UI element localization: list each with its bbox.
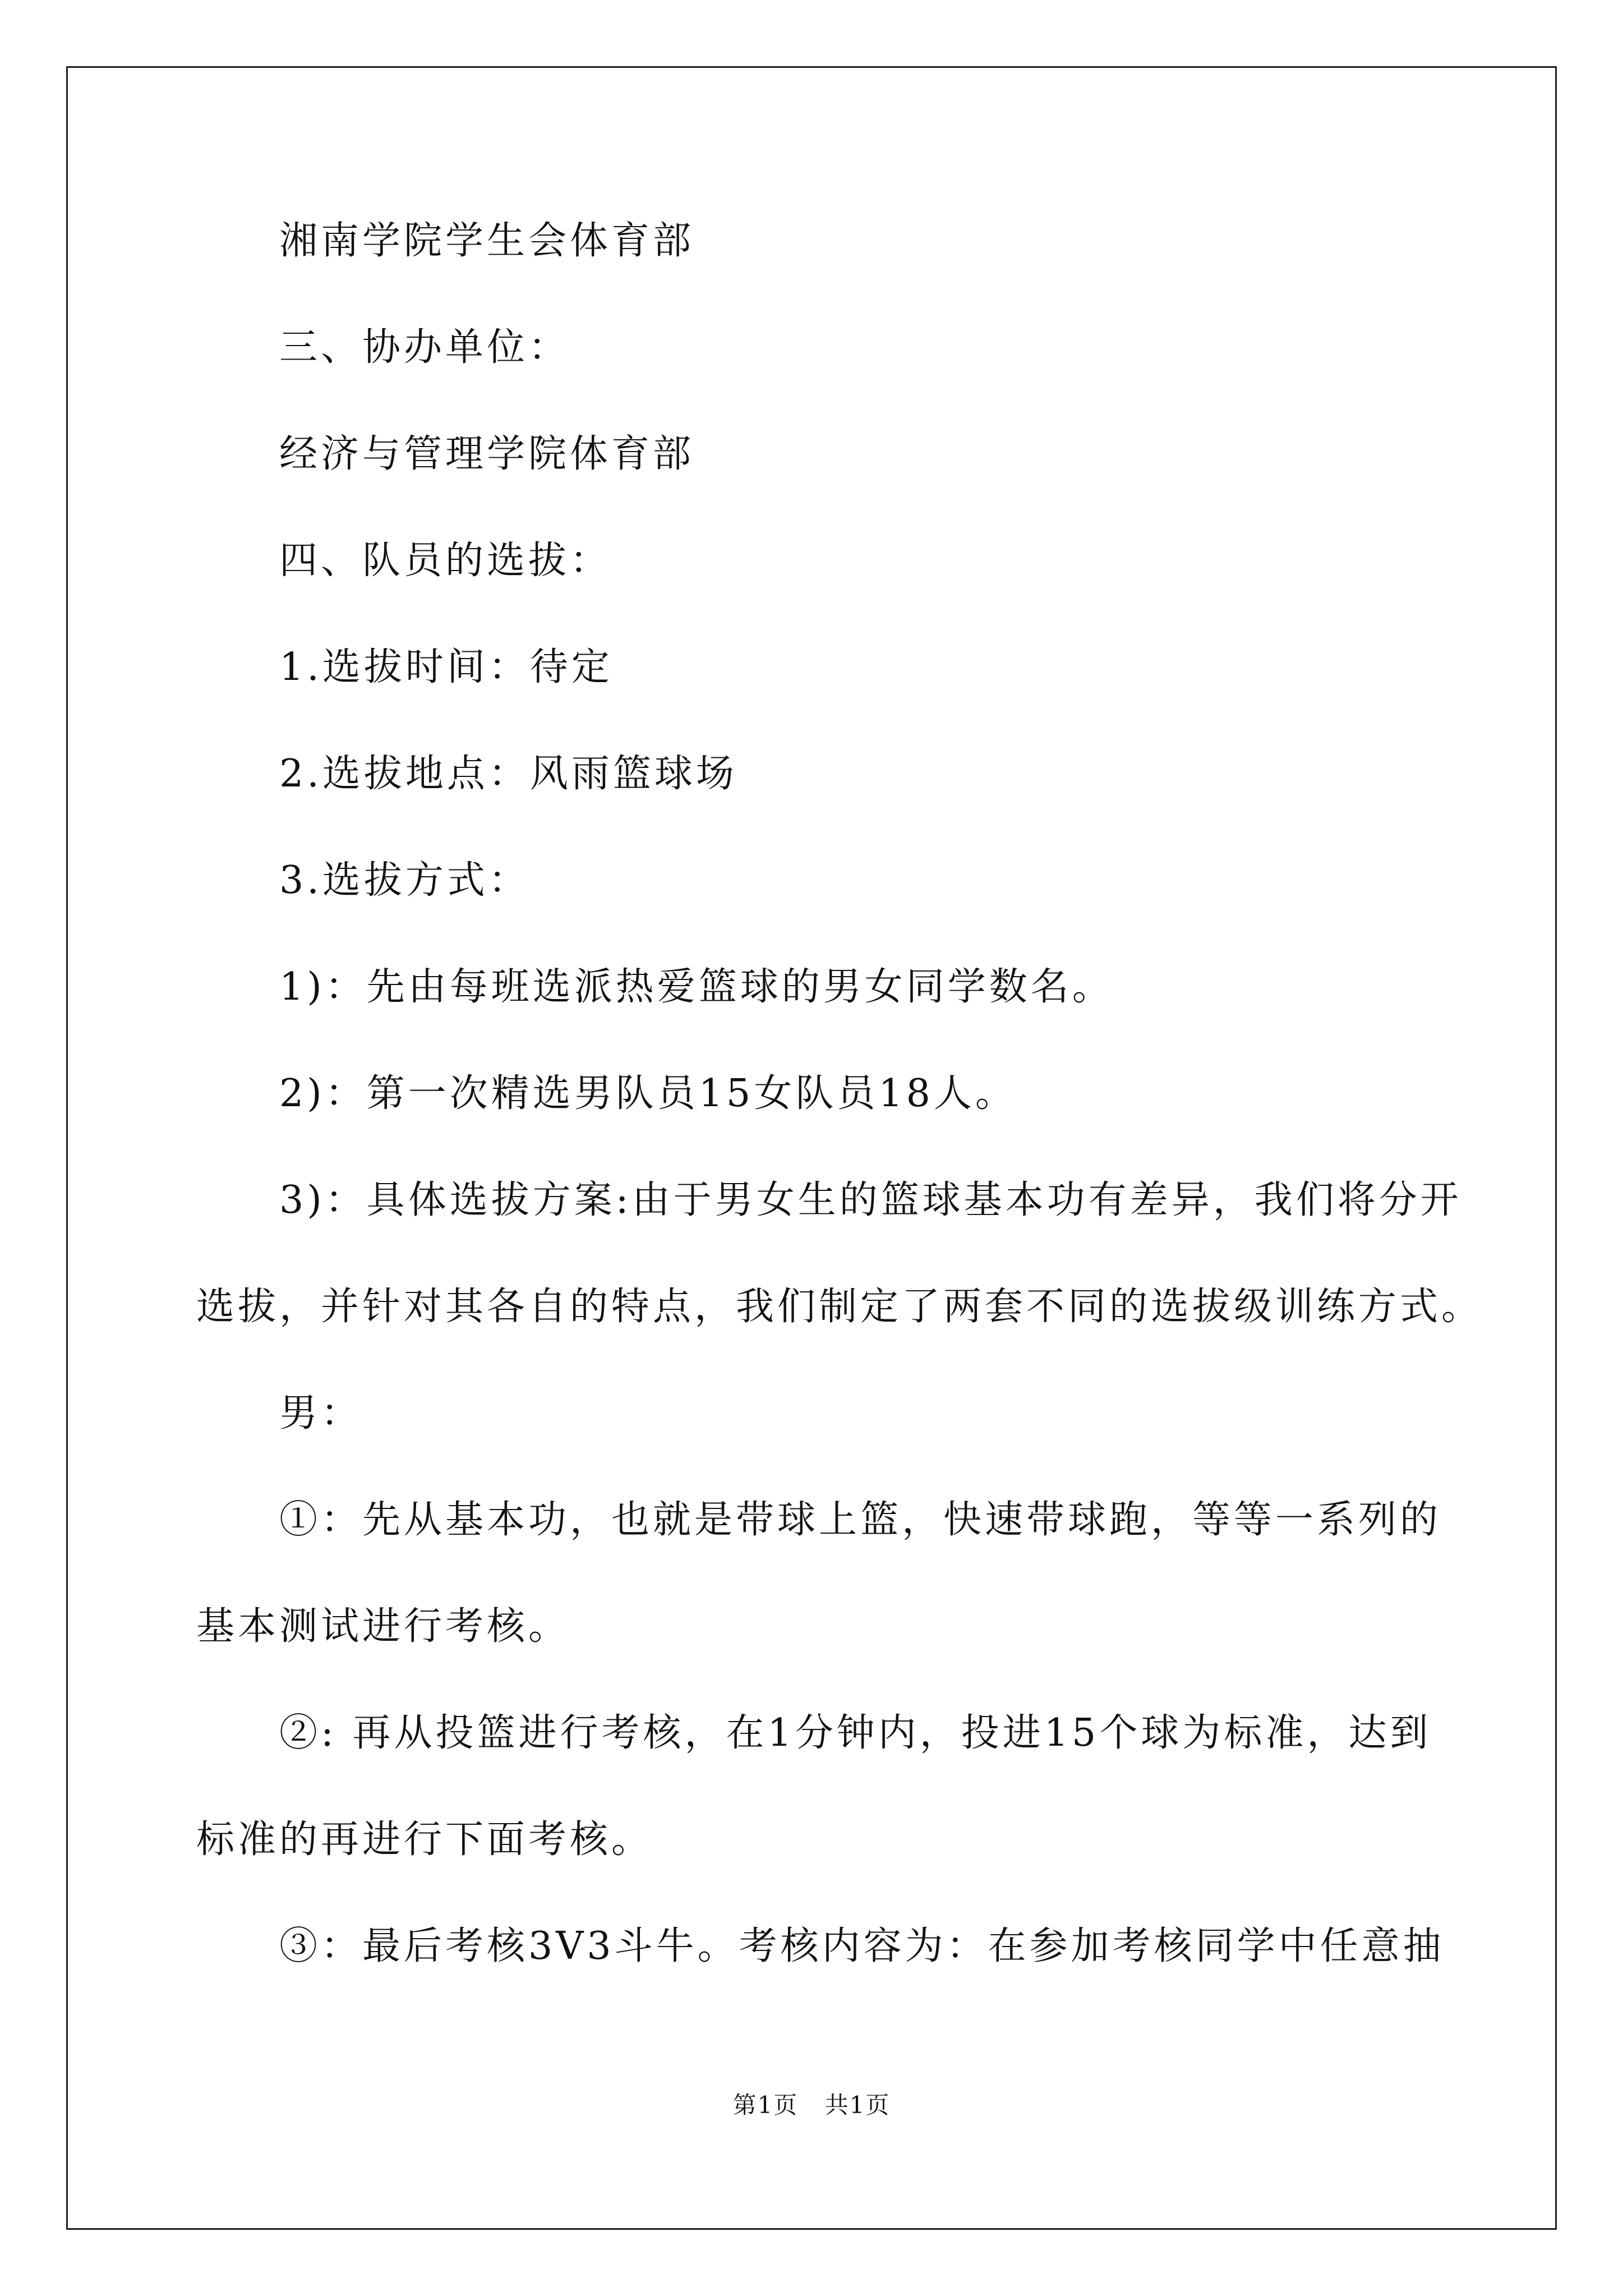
section-heading: 三、协办单位：	[279, 325, 570, 370]
list-item: 1)：先由每班选派热爱篮球的男女同学数名。	[279, 965, 1114, 1009]
page-number: 第1页	[732, 2091, 799, 2119]
paragraph-continuation: 基本测试进行考核。	[196, 1604, 570, 1649]
list-item: ①：先从基本功，也就是带球上篮，快速带球跑，等等一系列的	[279, 1498, 1442, 1542]
page-footer	[0, 2087, 1623, 2120]
paragraph-continuation: 标准的再进行下面考核。	[196, 1818, 653, 1862]
paragraph: 湘南学院学生会体育部	[279, 219, 695, 263]
list-item: 3.选拔方式：	[279, 858, 530, 903]
page-total: 共1页	[824, 2091, 891, 2119]
list-item: 2)：第一次精选男队员15女队员18人。	[279, 1071, 1017, 1116]
list-item: ③：最后考核3V3斗牛。考核内容为：在参加考核同学中任意抽	[279, 1924, 1445, 1968]
list-item: 2.选拔地点：风雨篮球场	[279, 752, 737, 796]
list-item: 3)：具体选拔方案:由于男女生的篮球基本功有差异，我们将分开	[279, 1178, 1462, 1222]
list-item: ②: 再从投篮进行考核，在1分钟内，投进15个球为标准，达到	[279, 1711, 1432, 1755]
list-item: 1.选拔时间：待定	[279, 645, 613, 689]
section-heading: 四、队员的选拔：	[279, 539, 612, 583]
page-border	[66, 66, 1557, 2230]
paragraph: 经济与管理学院体育部	[279, 432, 695, 476]
paragraph: 男：	[279, 1391, 363, 1435]
paragraph-continuation: 选拔，并针对其各自的特点，我们制定了两套不同的选拔级训练方式。	[196, 1285, 1483, 1329]
